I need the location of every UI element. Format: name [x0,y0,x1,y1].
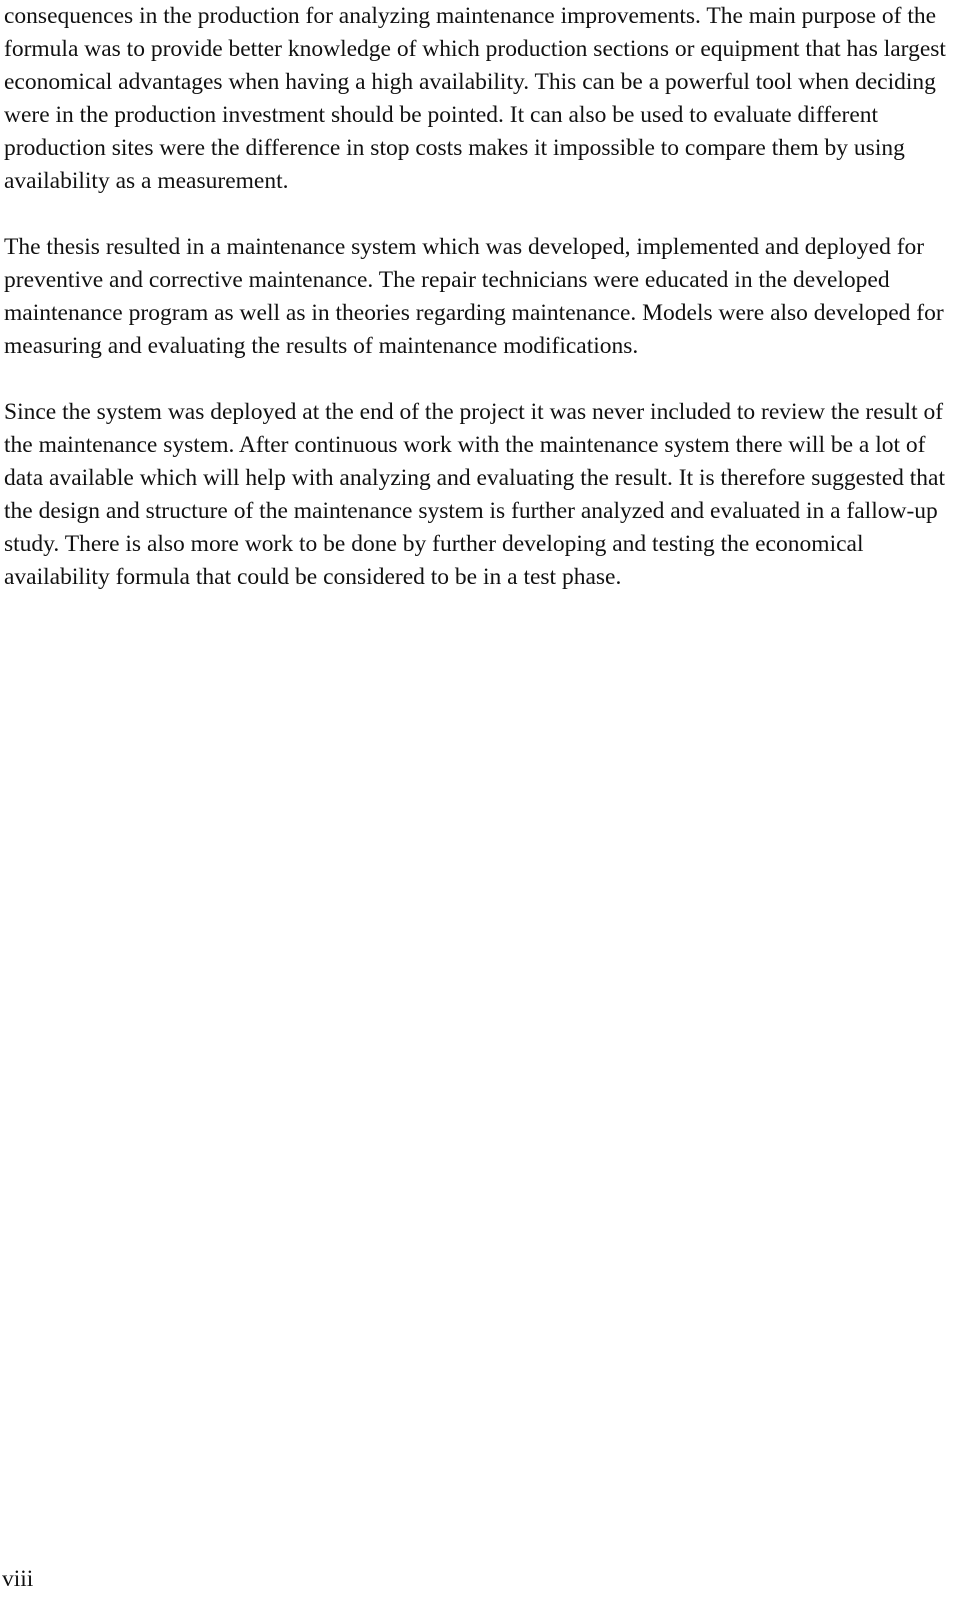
page-number: viii [2,1566,34,1592]
paragraph-2: The thesis resulted in a maintenance system which was developed, implemented and deployed for preventive and corrective maintenance. The repair technicians were educated in the developed maintenance program as well as in theories regarding maintenance. Models were also developed for measuring and evaluating the results of maintenance modifications. [4,234,944,359]
body-text [4,0,949,627]
paragraph-1: consequences in the production for analyzing maintenance improvements. The main purpose of the formula was to provide better knowledge of which production sections or equipment that has largest economical advantages when having a high availability. This can be a powerful tool when deciding were in the production investment should be pointed. It can also be used to evaluate different production sites were the difference in stop costs makes it impossible to compare them by using availability as a measurement. [4,3,946,194]
paragraph-3: Since the system was deployed at the end of the project it was never included to review the result of the maintenance system. After continuous work with the maintenance system there will be a lot of data available which will help with analyzing and evaluating the result. It is therefore suggested that the design and structure of the maintenance system is further analyzed and evaluated in a fallow-up study. There is also more work to be done by further developing and testing the economical availability formula that could be considered to be in a test phase. [4,399,945,590]
